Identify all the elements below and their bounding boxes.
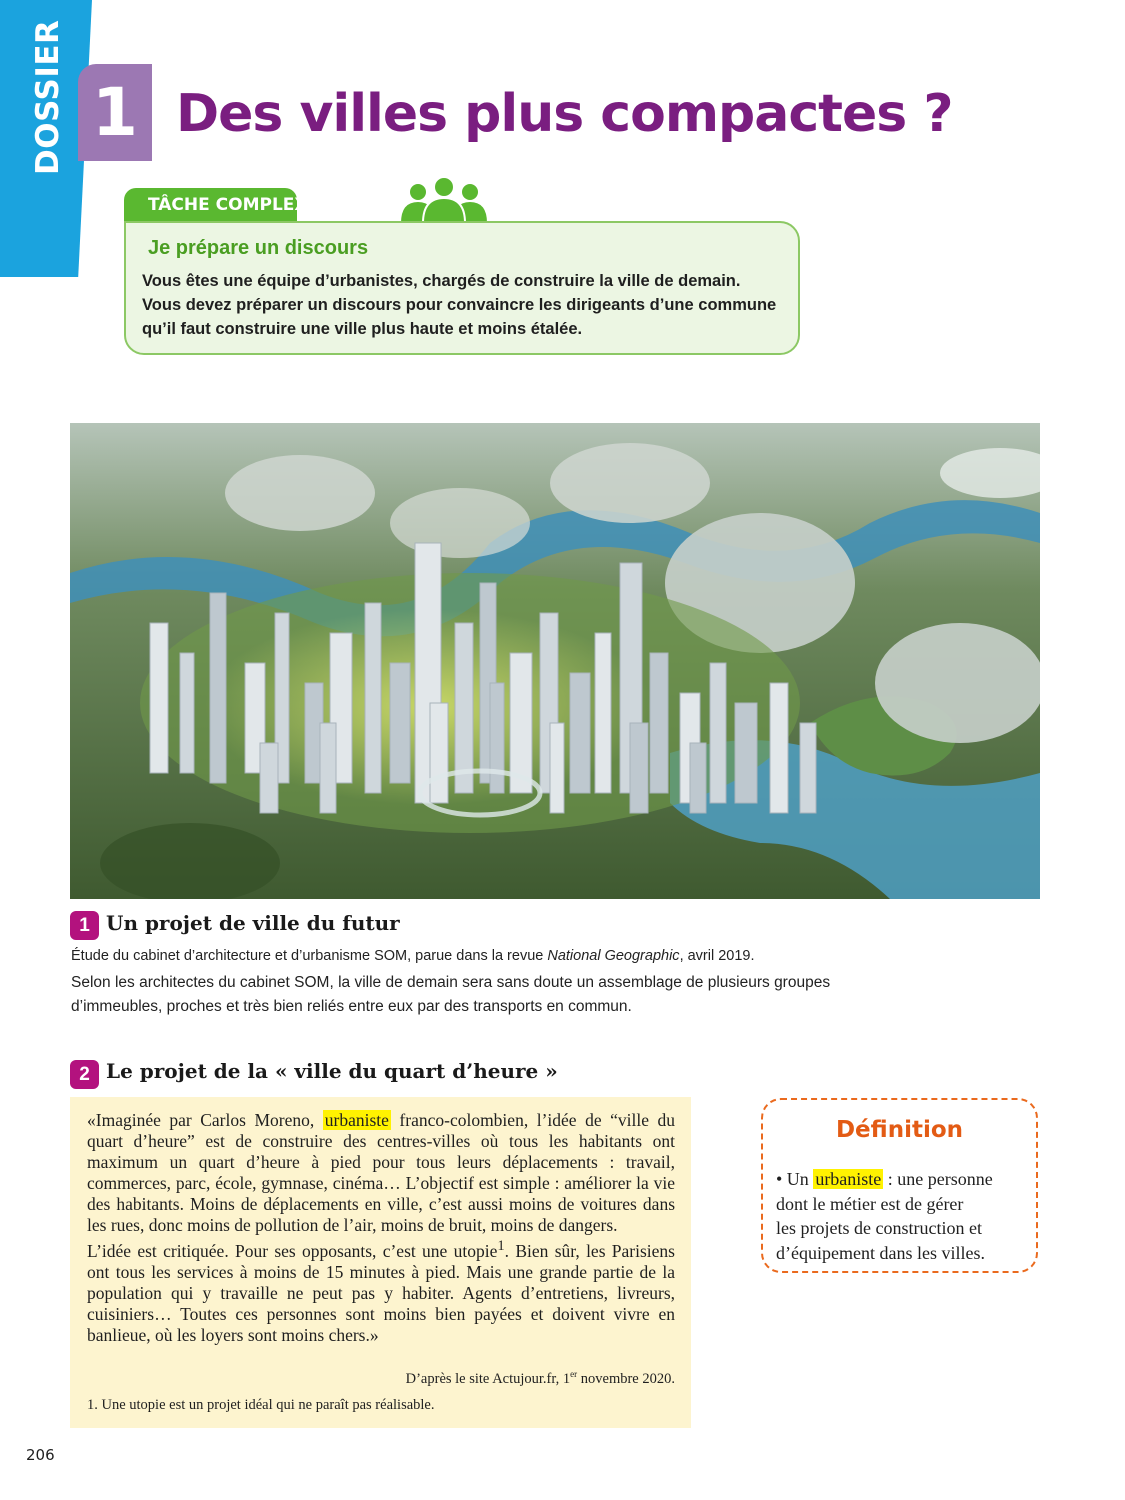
definition-term: urbaniste	[815, 1169, 882, 1189]
skyscraper	[650, 653, 668, 793]
doc1-source: Étude du cabinet d’architecture et d’urbanisme SOM, parue dans la revue National Geographic, avril 2019.	[71, 948, 755, 964]
dossier-number: 1	[92, 74, 138, 151]
page-number: 206	[26, 1446, 55, 1464]
doc2-title: Le projet de la « ville du quart d’heure »	[106, 1059, 558, 1083]
task-tag: TÂCHE COMPLEXE	[124, 188, 297, 222]
skyscraper	[770, 683, 788, 813]
highlighted-term: urbaniste	[324, 1110, 389, 1130]
task-line: qu’il faut construire une ville plus haute et moins étalée.	[142, 320, 583, 338]
skyscraper	[595, 633, 611, 793]
definition-line: les projets de construction et	[776, 1218, 982, 1238]
task-line: Vous êtes une équipe d’urbanistes, chargés de construire la ville de demain.	[142, 272, 741, 290]
definition-box	[761, 1098, 1038, 1273]
city-illustration	[70, 423, 1040, 899]
definition-line: dont le métier est de gérer	[776, 1193, 964, 1214]
quote-source: D’après le site Actujour.fr, 1er novembre 2020.	[405, 1369, 675, 1387]
skyscraper	[710, 663, 726, 803]
doc1-title: Un projet de ville du futur	[106, 911, 400, 935]
skyscraper	[690, 743, 706, 813]
dossier-label: DOSSIER	[30, 19, 66, 175]
doc2-number-badge: 2	[70, 1060, 99, 1089]
definition-line: d’équipement dans les villes.	[776, 1242, 985, 1263]
skyscraper	[430, 703, 448, 803]
task-heading: Je prépare un discours	[148, 237, 369, 259]
skyscraper	[455, 623, 473, 793]
doc1-desc-line: Selon les architectes du cabinet SOM, la ville de demain sera sans doute un assemblage de plusieurs groupes	[71, 974, 831, 991]
task-box	[124, 221, 800, 355]
skyscraper	[735, 703, 757, 803]
skyscraper	[390, 663, 410, 783]
skyscraper	[260, 743, 278, 813]
task-line: Vous devez préparer un discours pour convaincre les dirigeants d’une commune	[142, 296, 777, 314]
skyscraper	[180, 653, 194, 773]
skyscraper	[210, 593, 226, 783]
skyscraper	[150, 623, 168, 773]
skyscraper	[630, 723, 648, 813]
doc1-desc-line: d’immeubles, proches et très bien reliés entre eux par des transports en commun.	[71, 998, 632, 1015]
quote-box	[70, 1097, 691, 1428]
definition-title: Définition	[835, 1117, 964, 1143]
skyscraper	[365, 603, 381, 793]
page-title: Des villes plus compactes ?	[176, 84, 953, 144]
skyscraper	[320, 723, 336, 813]
quote-text: «Imaginée par Carlos Moreno, urbaniste franco-colombien, l’idée de “ville du quart d’heure” est de construire des centres-villes où tous les habitants ont maximum un quart d’heure à pied pour tous leurs déplacements : travail, commerces, parc, école, gymnase, cinéma… L’objectif est simple : améliorer la vie des habitants. Moins de déplacements en ville, c’est aussi moins de voitures dans les rues, donc moins de pollution de l’air, moins de bruit, moins de dangers. L’idée est critiquée. Pour ses opposants, c’est une utopie$^1$. Bien sûr, les Parisiens ont tous les services à moins de 15 minutes à pied. Mais une grande partie de la population qui y travaille ne peut pas y habiter. Agents d’entretiens, livreurs, cuisiniers… Toutes ces personnes sont moins bien payées et doivent vivre en banlieue, où les loyers sont moins chers.»	[87, 1110, 675, 1345]
skyscraper	[570, 673, 590, 793]
footnote-mark: 1	[497, 1238, 505, 1254]
group-icon	[399, 177, 489, 223]
skyscraper	[490, 683, 504, 793]
doc1-number-badge: 1	[70, 911, 99, 940]
doc1-description	[71, 971, 830, 1019]
definition-text: • Un urbaniste : une personne dont le métier est de gérer les projets de construction et d’équipement dans les villes.	[776, 1167, 1031, 1265]
skyscraper	[550, 723, 564, 813]
dossier-number-badge	[78, 64, 152, 161]
skyscraper	[800, 723, 816, 813]
magazine-name: National Geographic	[547, 948, 680, 964]
skyscraper	[510, 653, 532, 793]
footnote: 1. Une utopie est un projet idéal qui ne paraît pas réalisable.	[87, 1397, 435, 1413]
task-text	[142, 269, 792, 341]
